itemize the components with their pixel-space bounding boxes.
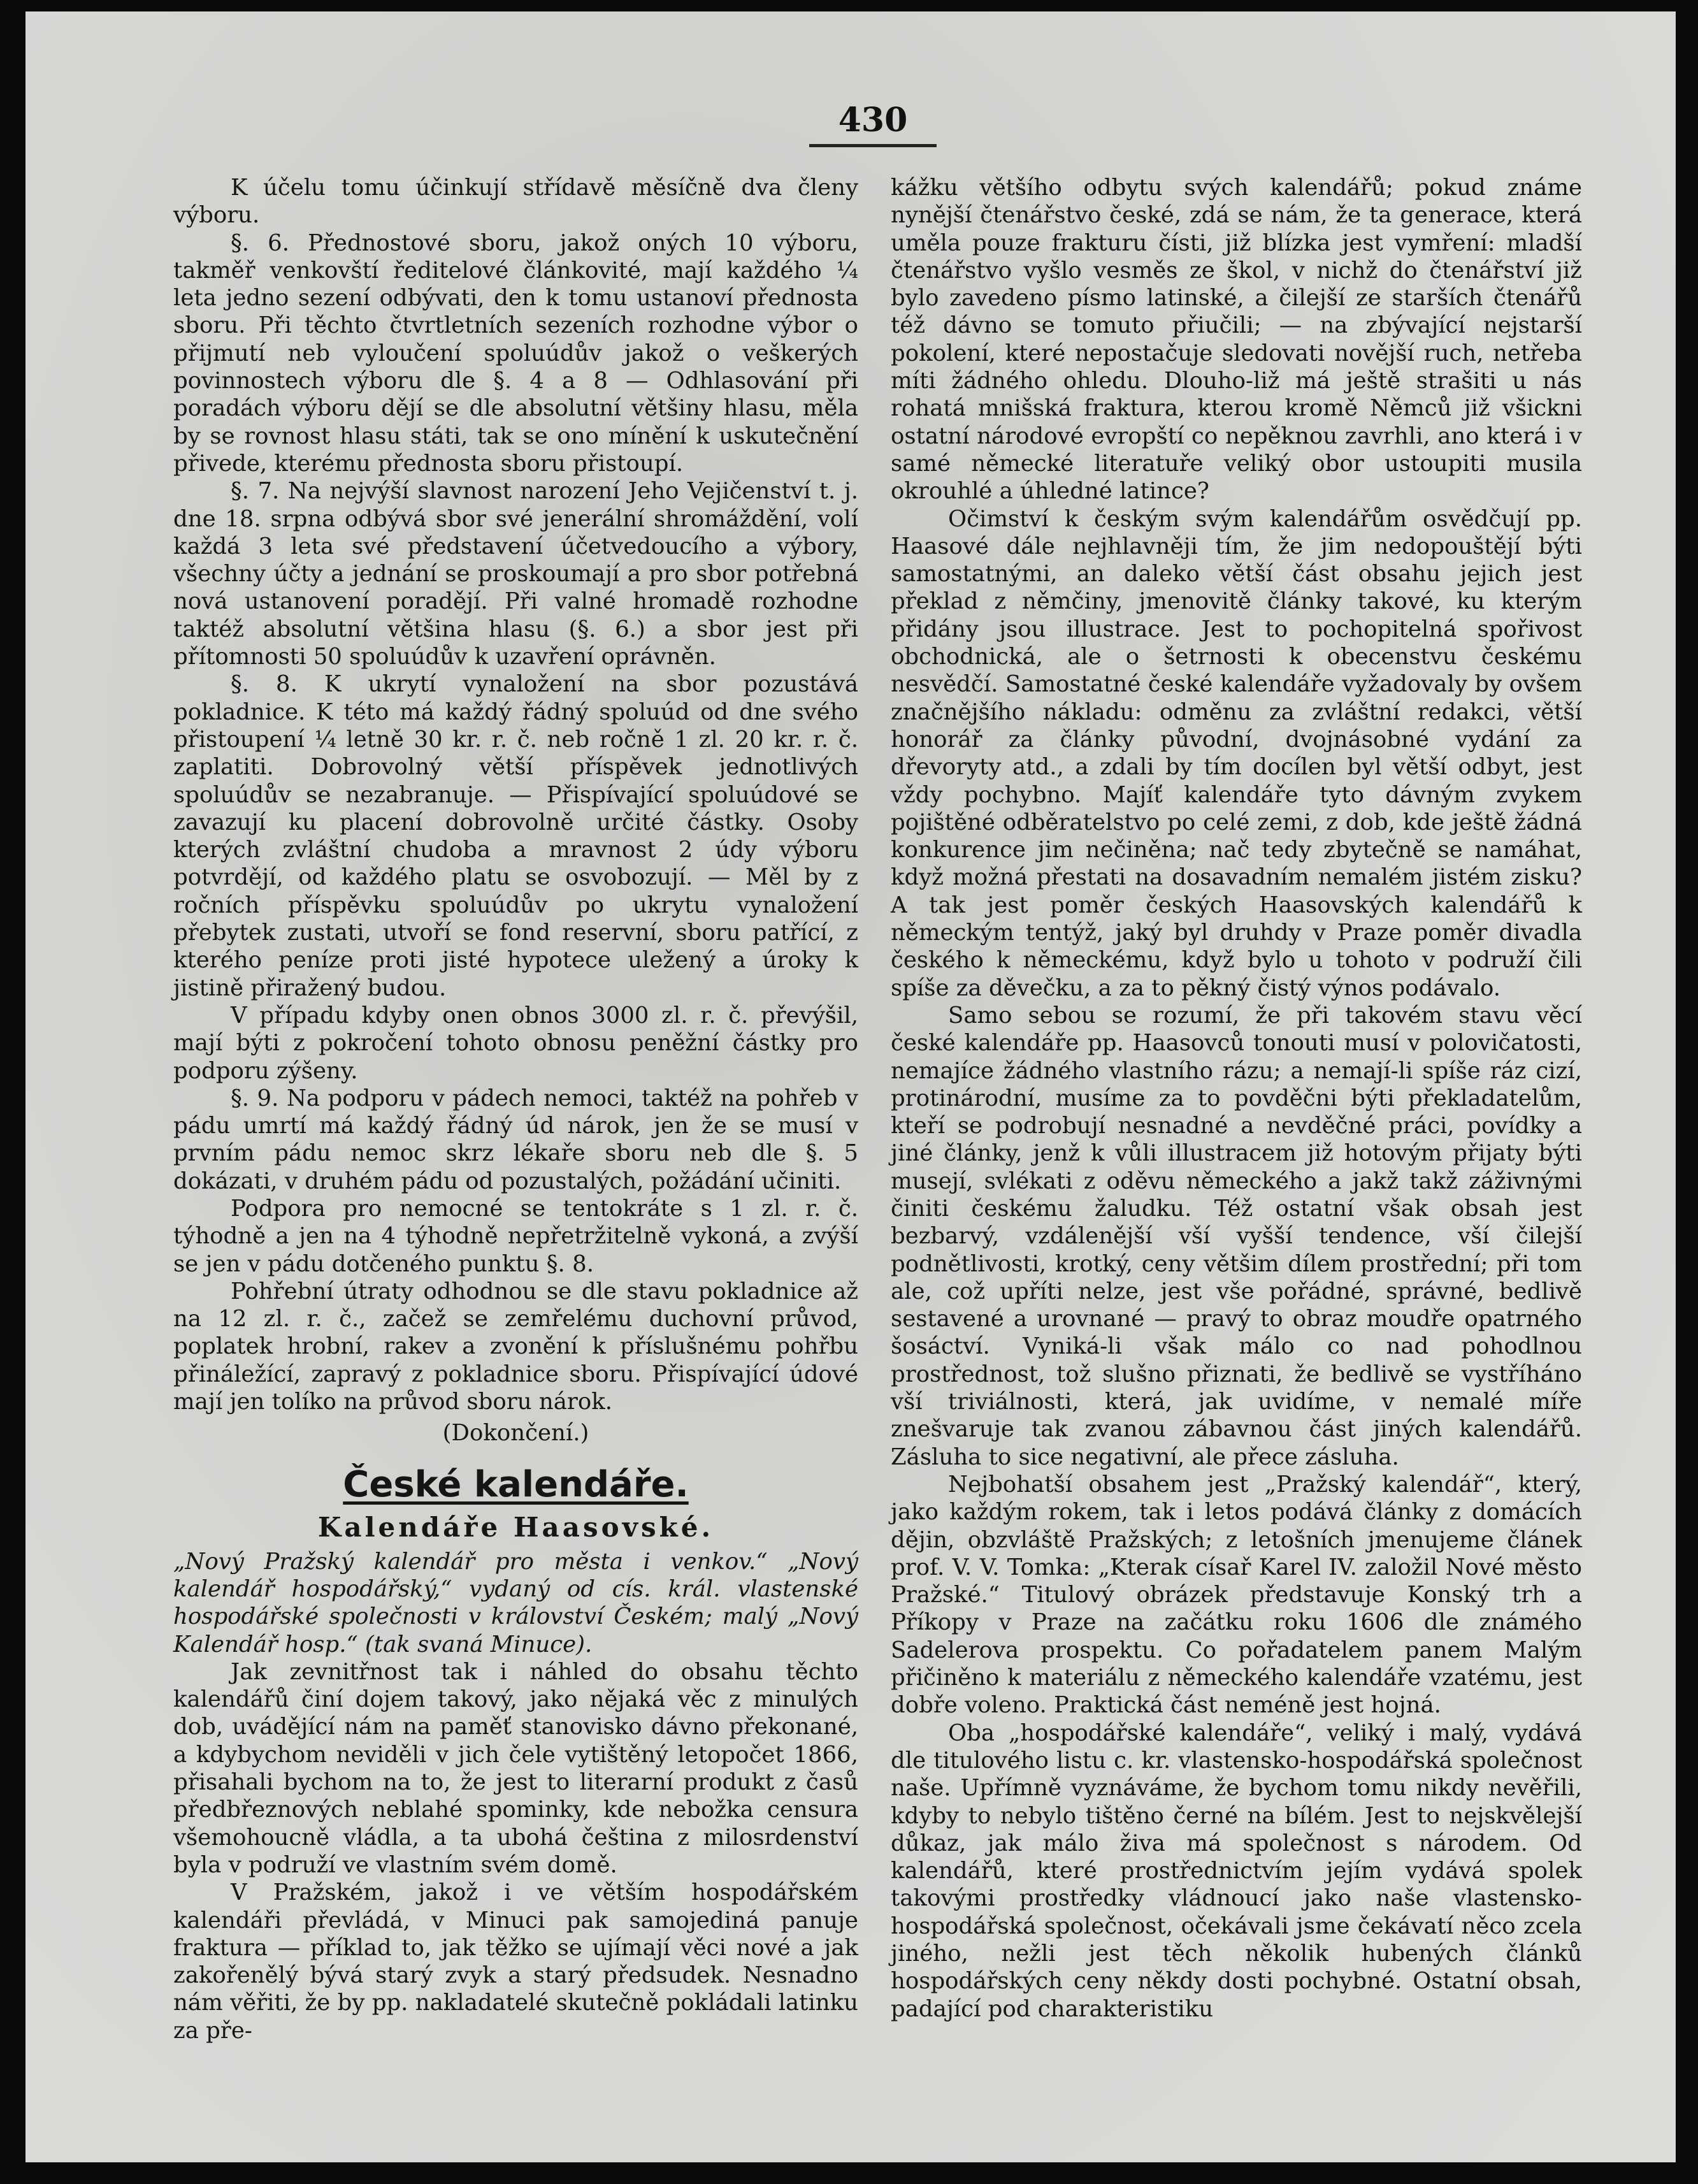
paragraph: V případu kdyby onen obnos 3000 zl. r. č. převýšil, mají býti z pokročení tohoto obnosu peněžní částky pro podporu zýšeny. [173,1002,858,1084]
paragraph: Samo sebou se rozumí, že při takovém stavu věcí české kalendáře pp. Haasovců tonouti musí v polovičatosti, nemajíce žádného vlastního rázu; a nemají-li spíše ráz cizí, protinárodní, musíme za to povděčni býti překladatelům, kteří se podrobují nesnadné a nevděčné práci, povídky a jiné články, jenž k vůli illustracem již hotovým přijaty býti musejí, svlékati z oděvu německého a jakž takž záživnými činiti českému žaludku. Též ostatní však obsah jest bezbarvý, vzdálenější vší vyšší tendence, vší čilejší podnětlivosti, krotký, ceny většim dílem prostřední; při tom ale, což upříti nelze, jest vše pořádné, správné, bedlivě sestavené a urovnané — pravý to obraz moudře opatrného šosáctví. Vyniká-li však málo co nad pohodlnou prostřednost, tož slušno přiznati, že bedlivě se vystříháno vší triviálnosti, která, jak uvidíme, v nemalé míře znešvaruje tak zvanou zábavnou část jiných kalendářů. Zásluha to sice negativní, ale přece zásluha. [891,1002,1582,1470]
section-title: České kalendáře. [343,1463,689,1505]
paragraph: Podpora pro nemocné se tentokráte s 1 zl. r. č. týhodně a jen na 4 týhodně nepřetržitelně vykoná, a zvýší se jen v pádu dotčeného punktu §. 8. [173,1195,858,1277]
paragraph: Očimství k českým svým kalendářům osvědčují pp. Haasové dále nejhlavněji tím, že jim nedopouštějí býti samostatnými, an daleko větší část obsahu jejich jest překlad z němčiny, jmenovitě články takové, ku kterým přidány jsou illustrace. Jest to pochopitelná spořivost obchodnická, ale o šetrnosti k obecenstvu českému nesvědčí. Samostatné české kalendáře vyžadovaly by ovšem značnějšího nákladu: odměnu za zvláštní redakci, větší honorář za články původní, dvojnásobné vydání za dřevoryty atd., a zdali by tím docílen byl větší odbyt, jest vždy pochybno. Majíť kalendáře tyto dávným zvykem pojištěné odběratelstvo po celé zemi, z dob, kde ještě žádná konkurence jim nečiněna; nač tedy zbytečně se namáhat, když možná přestati na dosavadním nemalém jistém zisku? A tak jest poměr českých Haasovských kalendářů k německým tentýž, jaký byl druhdy v Praze poměr divadla českého k německému, když bylo u tohoto v podruží čili spíše za děvečku, a za to pěkný čistý výnos podávalo. [891,505,1582,1001]
right-column [891,174,1582,2023]
left-column [173,174,858,2044]
subsection-title: Kalendáře Haasovské. [317,1511,714,1543]
continuation-note: (Dokončení.) [442,1420,589,1447]
article-intro: „Nový Pražský kalendář pro města i venkov.“ „Nový kalendář hospodářský,“ vydaný od cís. král. vlastenské hospodářské společnosti v království Českém; malý „Nový Kalendář hosp.“ (tak svaná Minuce). [173,1548,858,1658]
header-rule [809,144,937,147]
paragraph: Jak zevnitřnost tak i náhled do obsahu těchto kalendářů činí dojem takový, jako nějaká věc z minulých dob, uvádějící nám na paměť stanovisko dávno překonané, a kdybychom neviděli v jich čele vytištěný letopočet 1866, přisahali bychom na to, že jest to literarní produkt z časů předbřeznových neblahé spominky, kde nebožka censura všemohoucně vládla, a ta ubohá čeština z milosrdenství byla v podruží ve vlastním svém domě. [173,1658,858,1878]
paragraph: K účelu tomu účinkují střídavě měsíčně dva členy výboru. [173,175,858,229]
newspaper-page [25,11,1676,2162]
paragraph: §. 8. K ukrytí vynaložení na sbor pozustává pokladnice. K této má každý řádný spoluúd od dne svého přistoupení ¼ letně 30 kr. r. č. neb ročně 1 zl. 20 kr. r. č. zaplatiti. Dobrovolný větší příspěvek jednotlivých spoluúdův se nezabranuje. — Přispívající spoluúdové se zavazují ku placení dobrovolně určité částky. Osoby kterých zvláštní chudoba a mravnost 2 údy výboru potvrdějí, od každého platu se osvobozují. — Měl by z ročních příspěvku spoluúdův po ukrytu vynaložení přebytek zustati, utvoří se fond reservní, sboru patřící, z kterého peníze proti jisté hypotece uležený a úroky k jistině přiražený budou. [173,671,858,1001]
paragraph: §. 9. Na podporu v pádech nemoci, taktéž na pohřeb v pádu umrtí má každý řádný úd nárok, jen že se musí v prvním pádu nemoc skrz lékaře sboru neb dle §. 5 dokázati, v druhém pádu od pozustalých, požádání učiniti. [173,1085,858,1194]
paragraph: Oba „hospodářské kalendáře“, veliký i malý, vydává dle titulového listu c. kr. vlastensko-hospodářská společnost naše. Upřímně vyznáváme, že bychom tomu nikdy nevěřili, kdyby to nebylo tištěno černé na bílém. Jest to nejskvělejší důkaz, jak málo živa má společnost s národem. Od kalendářů, které prostřednictvím jejím vydává spolek takovými prostředky vládnoucí jako naše vlastensko-hospodářská společnost, očekávali jsme čekávatí něco zcela jiného, nežli jest těch několik hubených článků hospodářských ceny někdy dosti pochybné. Ostatní obsah, padající pod charakteristiku [891,1719,1582,2022]
paragraph: §. 6. Přednostové sboru, jakož oných 10 výboru, takměř venkovští ředitelové článkovité, mají každého ¼ leta jedno sezení odbývati, den k tomu ustanoví přednosta sboru. Při těchto čtvrtletních sezeních rozhodne výbor o přijmutí neb vyloučení spoluúdův jakož o veškerých povinnostech výboru dle §. 4 a 8 — Odhlasování při poradách výboru dějí se dle absolutní většiny hlasu, měla by se rovnost hlasu státi, tak se ono mínění k uskutečnění přivede, kterému přednosta sboru přistoupí. [173,229,858,477]
paragraph: kážku většího odbytu svých kalendářů; pokud známe nynější čtenářstvo české, zdá se nám, že ta generace, která uměla pouze frakturu čísti, již blízka jest vymření: mladší čtenářstvo vyšlo vesměs ze škol, v nichž do čtenářství již bylo zavedeno písmo latinské, a čilejší ze starších čtenářů též dávno se tomuto přiučili; — na zbývající nejstarší pokolení, které nepostačuje sledovati novější ruch, netřeba míti žádného ohledu. Dlouho-liž má ještě strašiti u nás rohatá mnišská fraktura, kterou kromě Němců již všickni ostatní národové evropští co nepěknou zavrhli, ano která i v samé německé literatuře veliký obor ustoupiti musila okrouhlé a úhledné latince? [891,175,1582,505]
paragraph: §. 7. Na nejvýší slavnost narození Jeho Vejičenství t. j. dne 18. srpna odbývá sbor své jenerální shromáždění, volí každá 3 leta své představení účetvedoucího a výbory, všechny účty a jednání se proskoumají a pro sbor potřebná nová ustanovení poradějí. Při valné hromadě rozhodne taktéž absolutní většina hlasu (§. 6.) a sbor jest při přítomnosti 50 spoluúdův k uzavření oprávněn. [173,478,858,670]
paragraph: V Pražském, jakož i ve větším hospodářském kalendáři převládá, v Minuci pak samojediná panuje fraktura — příklad to, jak těžko se ujímají věci nové a jak zakořenělý bývá starý zvyk a starý předsudek. Nesnadno nám věřiti, že by pp. nakladatelé skutečně pokládali latinku za pře- [173,1879,858,2044]
paragraph: Nejbohatší obsahem jest „Pražský kalendář“, který, jako každým rokem, tak i letos podává články z domácích dějin, obzvláště Pražských; z letošních jmenujeme článek prof. V. V. Tomka: „Kterak císař Karel IV. založil Nové město Pražské.“ Titulový obrázek představuje Konský trh a Příkopy v Praze na začátku roku 1606 dle známého Sadelerova prospektu. Co pořadatelem panem Malým přičiněno k materiálu z německého kalendáře vzatému, jest dobře voleno. Praktická část neméně jest hojná. [891,1471,1582,1719]
paragraph: Pohřební útraty odhodnou se dle stavu pokladnice až na 12 zl. r. č., začež se zemřelému duchovní průvod, poplatek hrobní, rakev a zvonění k příslušnému pohřbu přináležící, zapravý z pokladnice sboru. Přispívající údové mají jen tolíko na průvod sboru nárok. [173,1278,858,1415]
page-number: 430 [838,101,908,140]
